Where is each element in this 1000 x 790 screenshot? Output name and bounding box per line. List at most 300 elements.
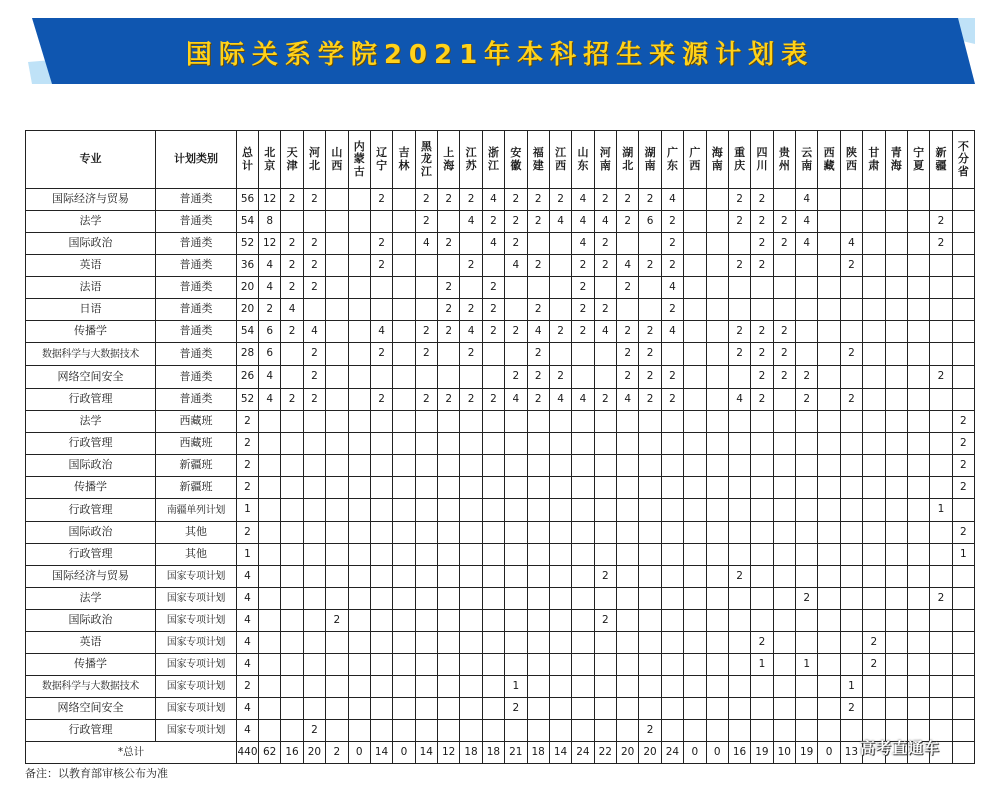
cell-province-quota xyxy=(684,455,706,477)
cell-province-quota: 2 xyxy=(930,233,952,255)
cell-province-quota xyxy=(706,189,728,211)
cell-province-quota: 4 xyxy=(505,255,527,277)
cell-row-total: 54 xyxy=(237,321,259,343)
cell-province-quota xyxy=(594,433,616,455)
cell-province-quota xyxy=(930,433,952,455)
cell-province-quota xyxy=(572,343,594,366)
cell-province-quota xyxy=(952,299,974,321)
cell-province-quota: 2 xyxy=(639,366,661,389)
cell-plan-type: 普通类 xyxy=(156,321,237,343)
cell-province-quota xyxy=(370,588,392,610)
cell-major: 国际经济与贸易 xyxy=(26,189,156,211)
cell-province-quota xyxy=(885,233,907,255)
header-province: 福建 xyxy=(527,131,549,189)
cell-major: 传播学 xyxy=(26,477,156,499)
cell-province-quota xyxy=(684,255,706,277)
cell-province-quota xyxy=(907,676,929,698)
cell-province-quota: 1 xyxy=(796,654,818,676)
cell-province-quota xyxy=(751,477,773,499)
cell-province-quota xyxy=(527,233,549,255)
cell-major: 英语 xyxy=(26,632,156,654)
cell-province-quota xyxy=(505,343,527,366)
cell-province-quota xyxy=(818,522,840,544)
cell-province-quota xyxy=(639,654,661,676)
province-total: 10 xyxy=(773,742,795,764)
cell-province-quota xyxy=(460,566,482,588)
cell-province-quota xyxy=(617,544,639,566)
cell-province-quota: 2 xyxy=(572,277,594,299)
cell-province-quota xyxy=(751,544,773,566)
cell-province-quota xyxy=(438,433,460,455)
cell-province-quota xyxy=(952,255,974,277)
cell-province-quota xyxy=(326,698,348,720)
cell-province-quota xyxy=(773,698,795,720)
cell-province-quota xyxy=(930,277,952,299)
cell-province-quota xyxy=(885,189,907,211)
cell-province-quota xyxy=(952,698,974,720)
cell-plan-type: 新疆班 xyxy=(156,455,237,477)
cell-province-quota xyxy=(930,411,952,433)
cell-province-quota: 2 xyxy=(460,389,482,411)
cell-province-quota xyxy=(684,698,706,720)
cell-province-quota xyxy=(549,676,571,698)
table-row xyxy=(26,389,975,411)
cell-province-quota xyxy=(281,366,303,389)
cell-province-quota xyxy=(773,189,795,211)
cell-province-quota xyxy=(617,566,639,588)
cell-province-quota xyxy=(572,698,594,720)
cell-province-quota xyxy=(930,676,952,698)
cell-province-quota xyxy=(549,566,571,588)
cell-province-quota xyxy=(706,389,728,411)
cell-province-quota xyxy=(863,433,885,455)
cell-province-quota xyxy=(617,411,639,433)
cell-major: 传播学 xyxy=(26,321,156,343)
table-row xyxy=(26,632,975,654)
cell-province-quota xyxy=(706,343,728,366)
cell-row-total: 26 xyxy=(237,366,259,389)
cell-province-quota xyxy=(303,299,325,321)
cell-province-quota: 2 xyxy=(661,389,683,411)
cell-province-quota xyxy=(527,522,549,544)
cell-province-quota xyxy=(549,632,571,654)
cell-province-quota xyxy=(773,433,795,455)
header-province: 安徽 xyxy=(505,131,527,189)
header-province: 广东 xyxy=(661,131,683,189)
cell-province-quota: 6 xyxy=(259,343,281,366)
cell-province-quota xyxy=(952,566,974,588)
cell-province-quota: 6 xyxy=(259,321,281,343)
table-row xyxy=(26,211,975,233)
cell-province-quota xyxy=(415,588,437,610)
cell-province-quota xyxy=(393,255,415,277)
cell-province-quota xyxy=(482,654,504,676)
cell-province-quota xyxy=(594,632,616,654)
cell-province-quota: 4 xyxy=(259,389,281,411)
cell-province-quota xyxy=(728,522,750,544)
cell-row-total: 4 xyxy=(237,720,259,742)
cell-province-quota xyxy=(728,455,750,477)
table-row xyxy=(26,455,975,477)
cell-province-quota xyxy=(863,698,885,720)
province-total: 0 xyxy=(706,742,728,764)
cell-province-quota xyxy=(661,522,683,544)
cell-province-quota xyxy=(505,477,527,499)
cell-province-quota xyxy=(684,720,706,742)
cell-province-quota xyxy=(617,698,639,720)
cell-province-quota xyxy=(281,411,303,433)
province-total: 2 xyxy=(326,742,348,764)
cell-province-quota xyxy=(885,676,907,698)
header-province: 青海 xyxy=(885,131,907,189)
header-plan-type: 计划类别 xyxy=(156,131,237,189)
cell-province-quota xyxy=(460,632,482,654)
cell-province-quota: 2 xyxy=(281,255,303,277)
province-total: 0 xyxy=(684,742,706,764)
cell-row-total: 4 xyxy=(237,698,259,720)
cell-province-quota xyxy=(482,499,504,522)
cell-province-quota xyxy=(326,654,348,676)
cell-province-quota xyxy=(527,433,549,455)
cell-province-quota xyxy=(594,588,616,610)
cell-province-quota xyxy=(326,343,348,366)
cell-province-quota xyxy=(326,299,348,321)
cell-province-quota: 4 xyxy=(370,321,392,343)
cell-province-quota xyxy=(415,522,437,544)
cell-province-quota xyxy=(415,632,437,654)
cell-province-quota: 2 xyxy=(617,321,639,343)
cell-province-quota xyxy=(393,389,415,411)
cell-province-quota xyxy=(348,610,370,632)
cell-province-quota xyxy=(549,433,571,455)
cell-province-quota xyxy=(482,522,504,544)
cell-province-quota xyxy=(661,654,683,676)
cell-province-quota xyxy=(348,698,370,720)
cell-province-quota xyxy=(818,499,840,522)
province-total: 0 xyxy=(348,742,370,764)
cell-province-quota xyxy=(527,632,549,654)
table-header-row xyxy=(26,131,975,189)
cell-province-quota xyxy=(370,277,392,299)
cell-province-quota xyxy=(348,189,370,211)
cell-province-quota xyxy=(415,720,437,742)
cell-province-quota xyxy=(728,544,750,566)
cell-province-quota xyxy=(907,299,929,321)
cell-province-quota: 2 xyxy=(751,255,773,277)
cell-province-quota xyxy=(259,676,281,698)
province-total: 20 xyxy=(639,742,661,764)
cell-province-quota xyxy=(393,411,415,433)
cell-province-quota xyxy=(370,522,392,544)
cell-province-quota xyxy=(393,233,415,255)
cell-province-quota: 2 xyxy=(863,632,885,654)
cell-province-quota xyxy=(684,654,706,676)
cell-province-quota xyxy=(438,477,460,499)
cell-province-quota xyxy=(706,566,728,588)
cell-province-quota xyxy=(348,654,370,676)
cell-province-quota xyxy=(818,632,840,654)
cell-province-quota: 2 xyxy=(482,211,504,233)
cell-province-quota: 2 xyxy=(594,610,616,632)
cell-province-quota xyxy=(527,544,549,566)
cell-province-quota xyxy=(326,477,348,499)
cell-province-quota xyxy=(661,588,683,610)
cell-province-quota xyxy=(527,411,549,433)
cell-province-quota xyxy=(303,433,325,455)
cell-province-quota xyxy=(505,455,527,477)
cell-province-quota: 2 xyxy=(505,211,527,233)
grand-total: 440 xyxy=(237,742,259,764)
cell-province-quota xyxy=(527,588,549,610)
cell-province-quota xyxy=(796,566,818,588)
cell-province-quota xyxy=(863,233,885,255)
cell-province-quota xyxy=(885,321,907,343)
cell-province-quota xyxy=(572,720,594,742)
cell-province-quota xyxy=(684,433,706,455)
cell-province-quota xyxy=(393,366,415,389)
cell-province-quota xyxy=(840,455,862,477)
cell-province-quota xyxy=(818,544,840,566)
cell-province-quota xyxy=(863,455,885,477)
header-province: 陕西 xyxy=(840,131,862,189)
cell-province-quota xyxy=(639,588,661,610)
cell-province-quota xyxy=(348,255,370,277)
cell-row-total: 2 xyxy=(237,522,259,544)
cell-province-quota xyxy=(751,411,773,433)
cell-province-quota xyxy=(505,277,527,299)
cell-province-quota xyxy=(930,477,952,499)
cell-province-quota xyxy=(370,433,392,455)
cell-province-quota: 2 xyxy=(438,277,460,299)
cell-province-quota: 2 xyxy=(482,321,504,343)
cell-province-quota xyxy=(617,433,639,455)
cell-province-quota xyxy=(840,299,862,321)
cell-province-quota: 4 xyxy=(549,389,571,411)
cell-province-quota: 2 xyxy=(482,277,504,299)
cell-province-quota xyxy=(706,477,728,499)
cell-province-quota xyxy=(840,366,862,389)
cell-province-quota xyxy=(706,366,728,389)
cell-province-quota: 2 xyxy=(661,211,683,233)
cell-province-quota xyxy=(348,277,370,299)
cell-province-quota xyxy=(594,676,616,698)
cell-province-quota xyxy=(728,654,750,676)
cell-province-quota xyxy=(594,477,616,499)
cell-province-quota: 4 xyxy=(482,189,504,211)
cell-row-total: 36 xyxy=(237,255,259,277)
cell-province-quota: 2 xyxy=(773,321,795,343)
cell-province-quota xyxy=(482,632,504,654)
header-province: 西藏 xyxy=(818,131,840,189)
cell-province-quota xyxy=(617,233,639,255)
cell-province-quota xyxy=(863,389,885,411)
cell-province-quota xyxy=(818,676,840,698)
cell-province-quota xyxy=(639,566,661,588)
cell-province-quota xyxy=(885,299,907,321)
cell-province-quota xyxy=(751,455,773,477)
cell-province-quota xyxy=(773,610,795,632)
cell-province-quota xyxy=(348,211,370,233)
cell-province-quota xyxy=(930,698,952,720)
province-total: 20 xyxy=(617,742,639,764)
cell-province-quota xyxy=(661,566,683,588)
table-row xyxy=(26,366,975,389)
cell-province-quota xyxy=(751,566,773,588)
cell-province-quota xyxy=(706,676,728,698)
cell-province-quota xyxy=(572,411,594,433)
cell-province-quota: 2 xyxy=(751,211,773,233)
cell-province-quota xyxy=(885,477,907,499)
cell-plan-type: 西藏班 xyxy=(156,433,237,455)
cell-province-quota xyxy=(818,654,840,676)
cell-province-quota xyxy=(684,411,706,433)
cell-province-quota xyxy=(505,610,527,632)
cell-province-quota xyxy=(326,389,348,411)
cell-province-quota xyxy=(617,299,639,321)
cell-province-quota xyxy=(482,411,504,433)
cell-province-quota xyxy=(840,411,862,433)
cell-plan-type: 其他 xyxy=(156,544,237,566)
cell-province-quota xyxy=(482,610,504,632)
cell-province-quota: 2 xyxy=(505,189,527,211)
cell-province-quota xyxy=(415,544,437,566)
cell-plan-type: 南疆单列计划 xyxy=(156,499,237,522)
cell-province-quota xyxy=(460,720,482,742)
province-total: 12 xyxy=(438,742,460,764)
cell-province-quota xyxy=(348,499,370,522)
cell-province-quota xyxy=(460,499,482,522)
cell-province-quota: 2 xyxy=(594,389,616,411)
cell-province-quota xyxy=(661,433,683,455)
cell-province-quota: 2 xyxy=(415,321,437,343)
cell-province-quota xyxy=(326,720,348,742)
cell-province-quota xyxy=(952,277,974,299)
cell-province-quota xyxy=(370,211,392,233)
cell-province-quota xyxy=(281,343,303,366)
table-row xyxy=(26,720,975,742)
cell-province-quota: 2 xyxy=(281,233,303,255)
cell-province-quota xyxy=(639,411,661,433)
cell-province-quota xyxy=(930,654,952,676)
province-total: 20 xyxy=(303,742,325,764)
cell-plan-type: 国家专项计划 xyxy=(156,676,237,698)
cell-province-quota xyxy=(706,544,728,566)
cell-province-quota xyxy=(572,632,594,654)
cell-province-quota: 2 xyxy=(617,277,639,299)
cell-province-quota xyxy=(549,255,571,277)
cell-province-quota xyxy=(863,544,885,566)
province-total: 18 xyxy=(482,742,504,764)
cell-province-quota xyxy=(460,411,482,433)
cell-province-quota: 2 xyxy=(438,233,460,255)
cell-province-quota xyxy=(885,366,907,389)
cell-province-quota xyxy=(930,255,952,277)
cell-province-quota xyxy=(907,277,929,299)
cell-province-quota: 2 xyxy=(370,343,392,366)
cell-province-quota xyxy=(393,544,415,566)
cell-province-quota xyxy=(482,544,504,566)
cell-province-quota: 4 xyxy=(594,211,616,233)
province-total: 18 xyxy=(460,742,482,764)
cell-province-quota xyxy=(952,610,974,632)
province-total: 13 xyxy=(840,742,862,764)
cell-province-quota xyxy=(706,455,728,477)
cell-province-quota xyxy=(796,321,818,343)
cell-province-quota xyxy=(863,255,885,277)
cell-province-quota xyxy=(840,522,862,544)
cell-province-quota xyxy=(482,566,504,588)
cell-province-quota xyxy=(259,411,281,433)
cell-province-quota: 2 xyxy=(370,255,392,277)
cell-province-quota xyxy=(281,566,303,588)
cell-province-quota xyxy=(796,522,818,544)
cell-province-quota xyxy=(706,632,728,654)
cell-province-quota xyxy=(415,566,437,588)
cell-province-quota xyxy=(907,211,929,233)
header-major: 专业 xyxy=(26,131,156,189)
cell-province-quota xyxy=(706,522,728,544)
cell-province-quota xyxy=(863,477,885,499)
cell-province-quota: 2 xyxy=(460,189,482,211)
cell-province-quota xyxy=(885,455,907,477)
cell-province-quota: 2 xyxy=(840,343,862,366)
cell-province-quota xyxy=(818,389,840,411)
cell-major: 网络空间安全 xyxy=(26,366,156,389)
cell-province-quota xyxy=(370,299,392,321)
cell-row-total: 4 xyxy=(237,588,259,610)
cell-province-quota xyxy=(661,477,683,499)
cell-plan-type: 普通类 xyxy=(156,299,237,321)
cell-province-quota: 2 xyxy=(728,255,750,277)
cell-province-quota xyxy=(303,676,325,698)
cell-province-quota xyxy=(482,433,504,455)
cell-province-quota xyxy=(303,698,325,720)
cell-province-quota xyxy=(706,654,728,676)
cell-province-quota xyxy=(796,343,818,366)
cell-major: 行政管理 xyxy=(26,499,156,522)
cell-province-quota xyxy=(684,566,706,588)
cell-province-quota xyxy=(773,477,795,499)
cell-province-quota: 2 xyxy=(594,255,616,277)
cell-province-quota xyxy=(728,477,750,499)
cell-province-quota xyxy=(617,477,639,499)
cell-row-total: 2 xyxy=(237,676,259,698)
cell-province-quota xyxy=(415,455,437,477)
cell-province-quota xyxy=(773,676,795,698)
cell-province-quota: 4 xyxy=(661,189,683,211)
cell-province-quota xyxy=(549,499,571,522)
cell-province-quota xyxy=(907,389,929,411)
cell-province-quota xyxy=(796,544,818,566)
cell-province-quota: 2 xyxy=(505,233,527,255)
cell-province-quota xyxy=(281,654,303,676)
cell-province-quota xyxy=(818,211,840,233)
cell-province-quota xyxy=(952,189,974,211)
cell-row-total: 4 xyxy=(237,566,259,588)
cell-province-quota xyxy=(348,455,370,477)
cell-province-quota xyxy=(505,299,527,321)
cell-province-quota xyxy=(751,610,773,632)
cell-province-quota xyxy=(415,366,437,389)
cell-province-quota xyxy=(907,499,929,522)
cell-plan-type: 普通类 xyxy=(156,255,237,277)
cell-province-quota xyxy=(661,698,683,720)
cell-province-quota xyxy=(460,610,482,632)
cell-province-quota xyxy=(460,366,482,389)
cell-province-quota: 2 xyxy=(594,299,616,321)
cell-province-quota xyxy=(438,566,460,588)
cell-province-quota xyxy=(281,632,303,654)
